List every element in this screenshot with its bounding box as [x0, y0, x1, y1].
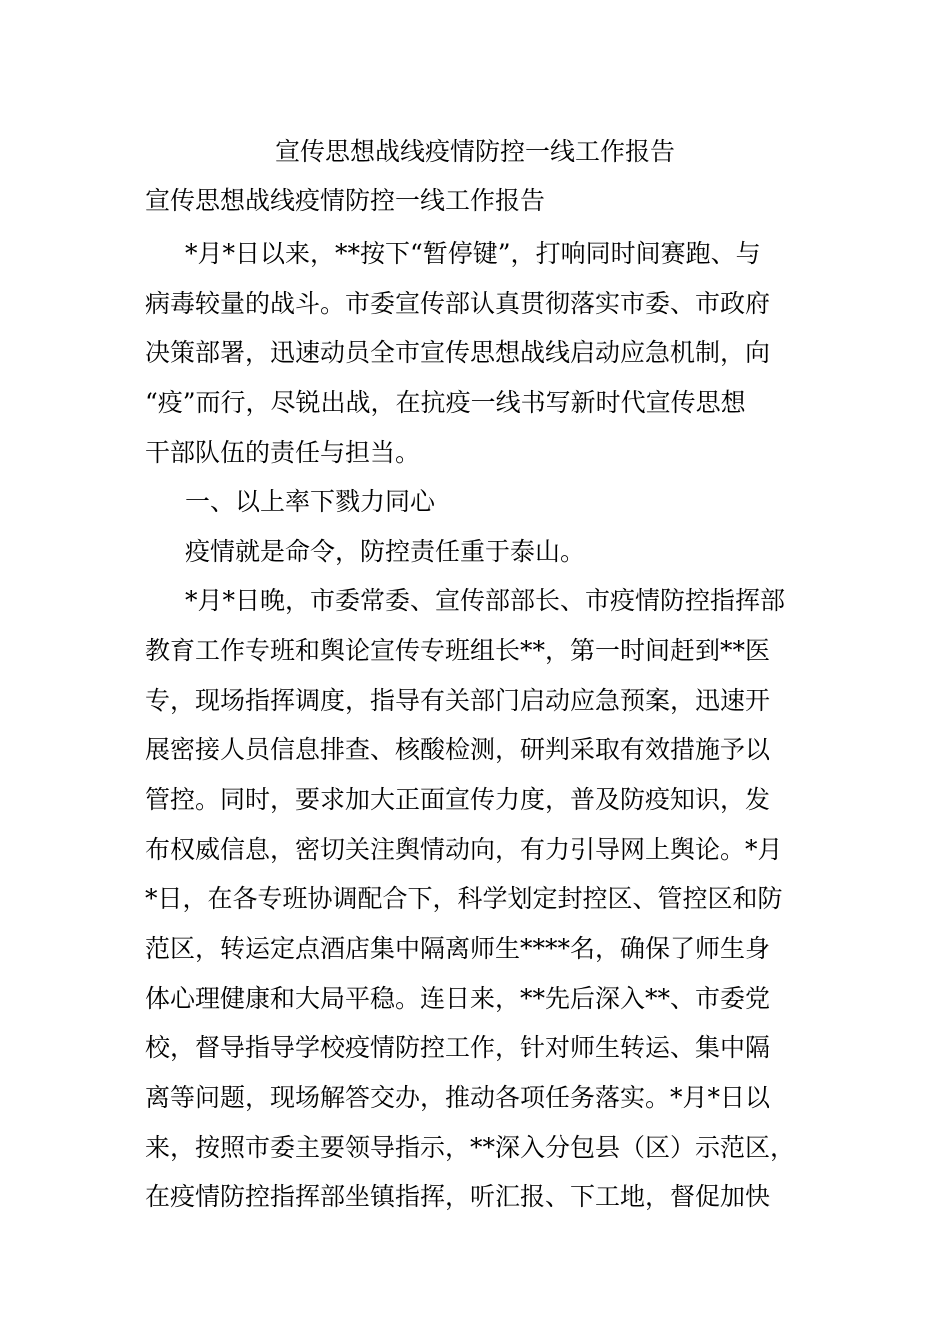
text-line: 一、以上率下戮力同心 [185, 487, 436, 517]
text-line: 校，督导指导学校疫情防控工作，针对师生转运、集中隔 [145, 1033, 771, 1063]
text-line: 展密接人员信息排查、核酸检测，研判采取有效措施予以 [145, 735, 771, 765]
text-line: 布权威信息，密切关注舆情动向，有力引导网上舆论。*月 [145, 834, 783, 864]
document-title: 宣传思想战线疫情防控一线工作报告 [274, 137, 675, 166]
text-line: 体心理健康和大局平稳。连日来，**先后深入**、市委党 [145, 983, 771, 1013]
text-line: 范区，转运定点酒店集中隔离师生****名，确保了师生身 [145, 933, 771, 963]
text-line: 疫情就是命令，防控责任重于泰山。 [185, 536, 586, 566]
text-line: 病毒较量的战斗。市委宣传部认真贯彻落实市委、市政府 [145, 288, 771, 318]
document-subtitle: 宣传思想战线疫情防控一线工作报告 [145, 186, 546, 215]
text-line: 干部队伍的责任与担当。 [145, 437, 421, 467]
text-line: *月*日晚，市委常委、宣传部部长、市疫情防控指挥部 [185, 586, 786, 616]
text-line: *月*日以来，**按下“暂停键”，打响同时间赛跑、与 [185, 239, 761, 268]
document-body [145, 229, 825, 1222]
text-line: 决策部署，迅速动员全市宣传思想战线启动应急机制，向 [145, 338, 771, 368]
text-line: “疫”而行，尽锐出战，在抗疫一线书写新时代宣传思想 [145, 387, 746, 417]
text-line: *日，在各专班协调配合下，科学划定封控区、管控区和防 [145, 884, 783, 914]
text-line: 教育工作专班和舆论宣传专班组长**，第一时间赶到**医 [145, 636, 771, 666]
text-line: 来，按照市委主要领导指示，**深入分包县（区）示范区， [145, 1132, 796, 1162]
text-line: 离等问题，现场解答交办，推动各项任务落实。*月*日以 [145, 1082, 771, 1112]
text-line: 管控。同时，要求加大正面宣传力度，普及防疫知识，发 [145, 785, 771, 815]
text-line: 专，现场指挥调度，指导有关部门启动应急预案，迅速开 [145, 685, 771, 715]
text-line: 在疫情防控指挥部坐镇指挥，听汇报、下工地，督促加快 [145, 1182, 771, 1212]
